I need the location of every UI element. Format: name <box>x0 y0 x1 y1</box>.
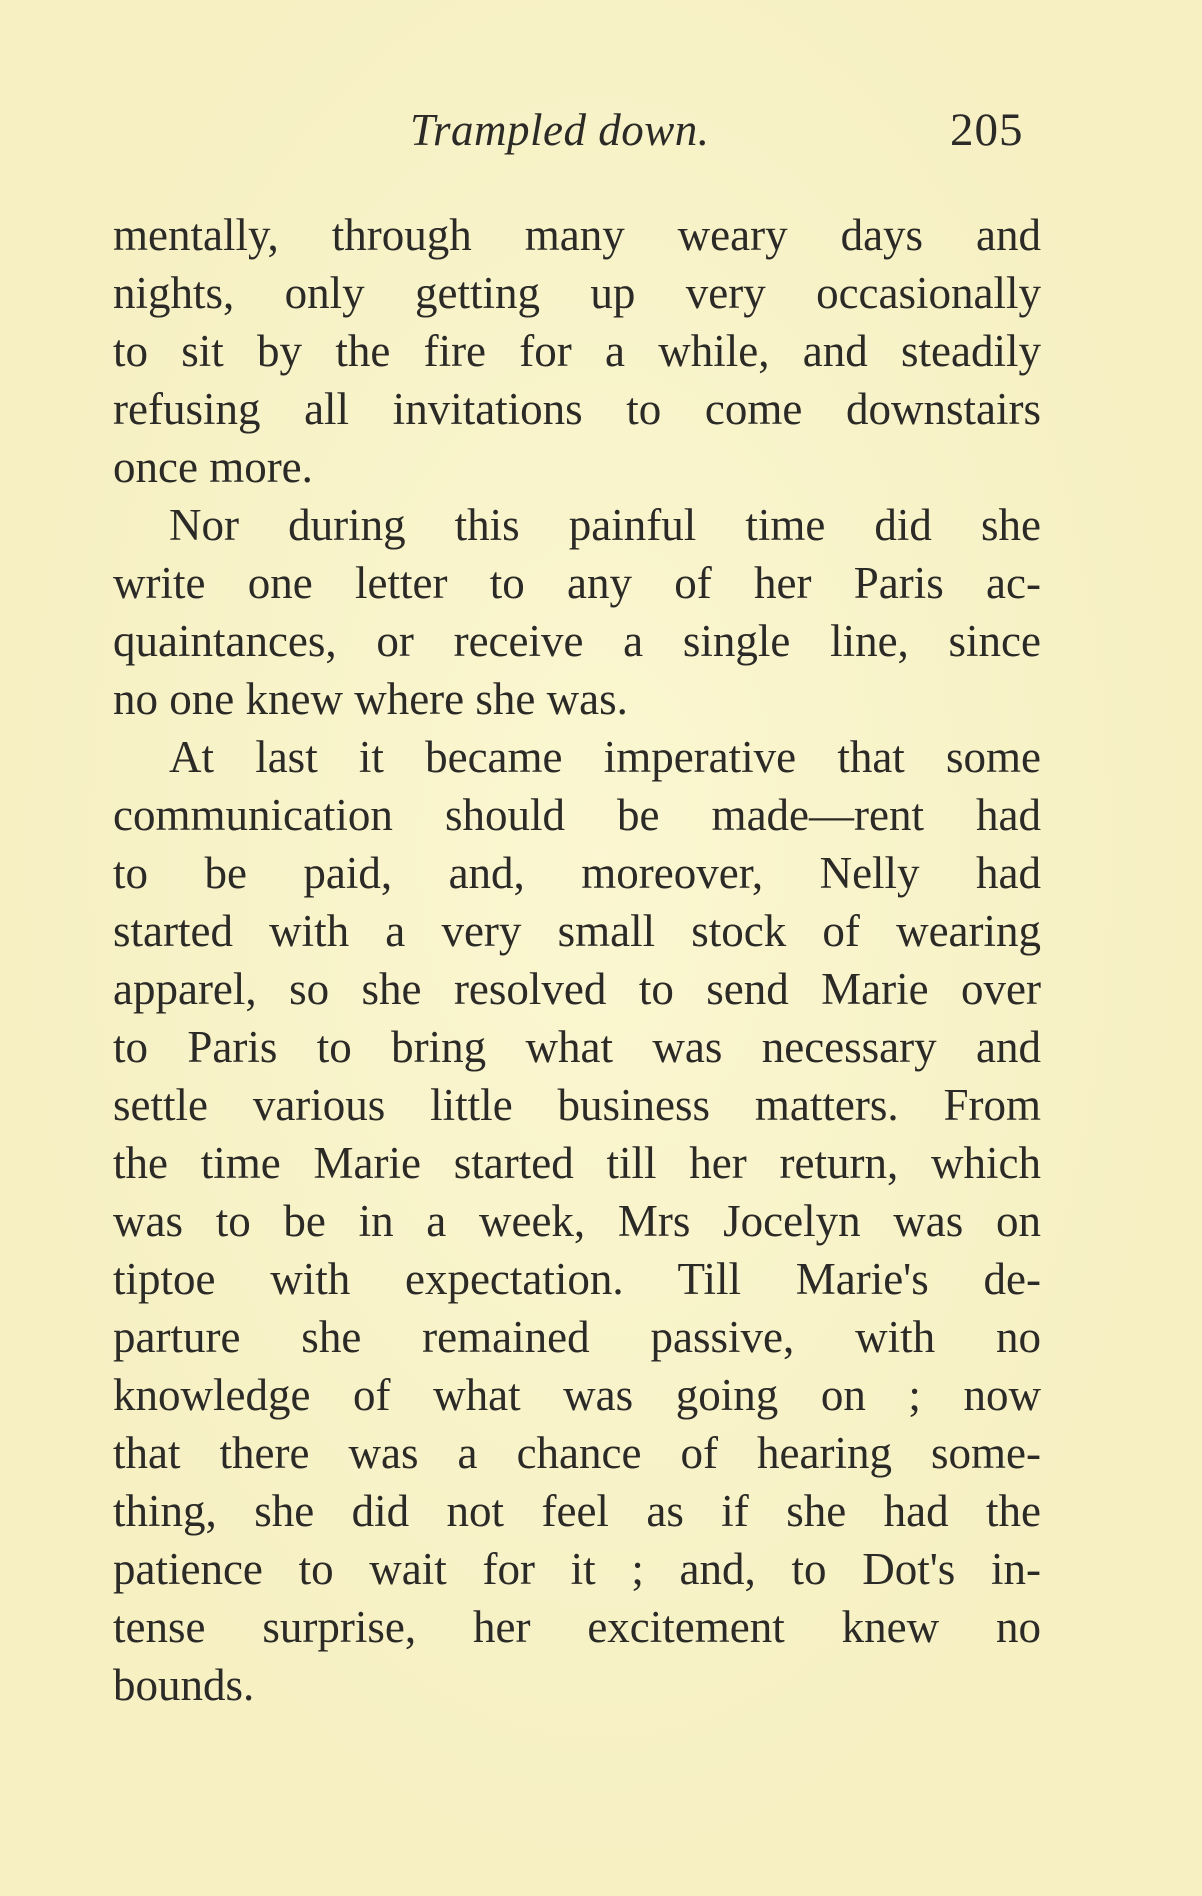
body-text <box>113 206 1041 1714</box>
text-line: once more. <box>113 442 313 492</box>
text-line: settle various little business matters. From <box>113 1080 1041 1130</box>
text-line: bounds. <box>113 1660 255 1710</box>
text-line: patience to wait for it ; and, to Dot's in- <box>113 1544 1041 1594</box>
running-title: Trampled down. <box>410 105 710 155</box>
text-line: refusing all invitations to come downstairs <box>113 384 1041 434</box>
text-line: that there was a chance of hearing some- <box>113 1428 1041 1478</box>
text-line: tense surprise, her excitement knew no <box>113 1602 1041 1652</box>
text-line: to be paid, and, moreover, Nelly had <box>113 848 1041 898</box>
text-line: was to be in a week, Mrs Jocelyn was on <box>113 1196 1041 1246</box>
running-head <box>0 100 1202 170</box>
page-number: 205 <box>950 104 1024 156</box>
text-line: the time Marie started till her return, which <box>113 1138 1041 1188</box>
text-line: Nor during this painful time did she <box>169 500 1041 550</box>
text-line: quaintances, or receive a single line, since <box>113 616 1041 666</box>
text-line: mentally, through many weary days and <box>113 210 1041 260</box>
text-line: to Paris to bring what was necessary and <box>113 1022 1041 1072</box>
text-line: tiptoe with expectation. Till Marie's de- <box>113 1254 1041 1304</box>
text-line: write one letter to any of her Paris ac- <box>113 558 1041 608</box>
text-line: parture she remained passive, with no <box>113 1312 1041 1362</box>
text-line: knowledge of what was going on ; now <box>113 1370 1041 1420</box>
text-line: started with a very small stock of wearing <box>113 906 1041 956</box>
text-line: thing, she did not feel as if she had the <box>113 1486 1041 1536</box>
text-line: nights, only getting up very occasionally <box>113 268 1041 318</box>
text-line: apparel, so she resolved to send Marie over <box>113 964 1041 1014</box>
text-line: to sit by the fire for a while, and steadily <box>113 326 1041 376</box>
text-line: At last it became imperative that some <box>169 732 1041 782</box>
text-line: communication should be made—rent had <box>113 790 1041 840</box>
text-line: no one knew where she was. <box>113 674 628 724</box>
